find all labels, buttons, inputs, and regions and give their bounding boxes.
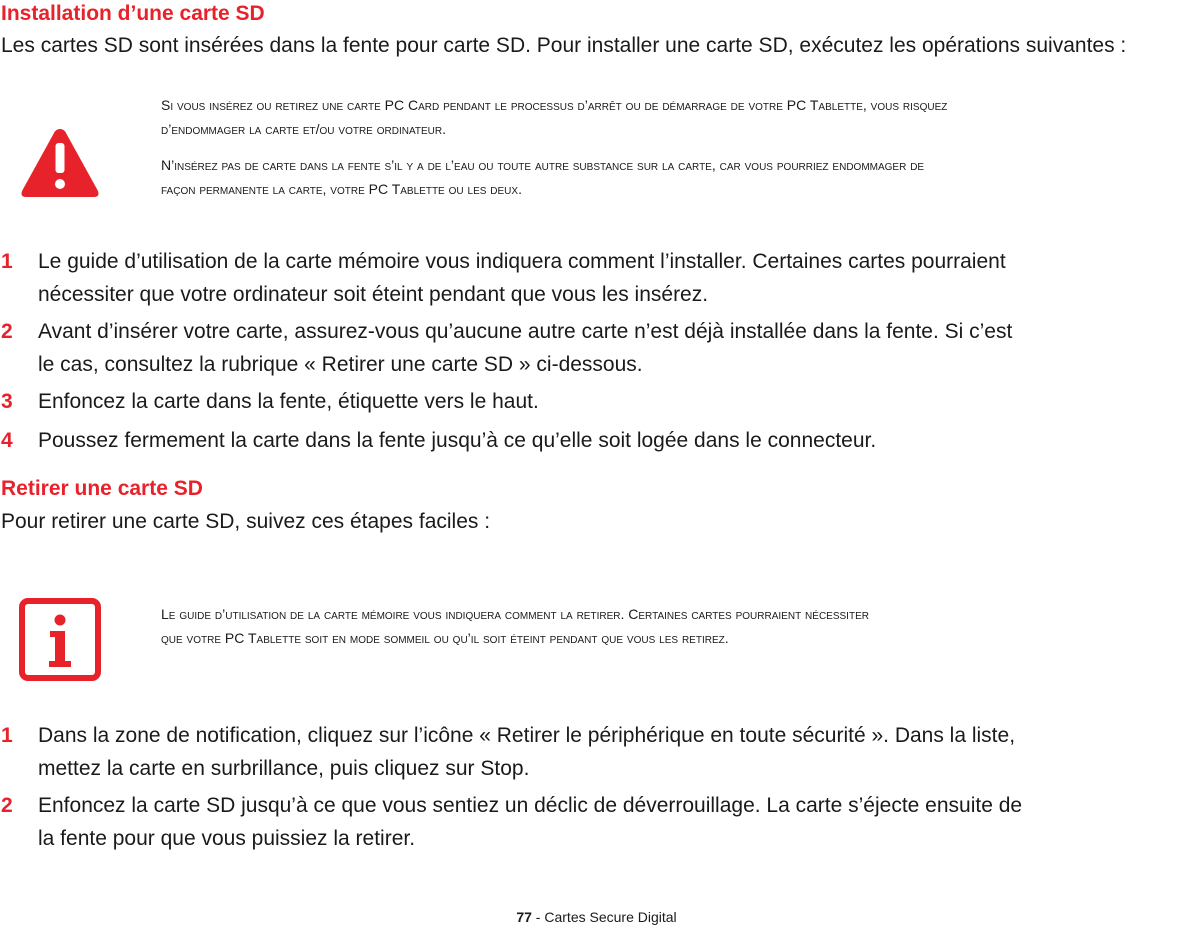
footer-title: Cartes Secure Digital [544, 909, 677, 925]
install-step [1, 424, 1012, 457]
step-number: 1 [1, 250, 13, 273]
warning-line-1: Si vous insérez ou retirez une carte PC Card pendant le processus d’arrêt ou de démarrage de votre PC Tablette, vous risquez [161, 97, 948, 113]
install-step [1, 385, 1012, 418]
info-line-2: que votre PC Tablette soit en mode sommeil ou qu’il soit éteint pendant que vous les retirez. [161, 630, 729, 646]
footer-separator: - [531, 909, 545, 925]
remove-step [1, 789, 1022, 855]
warning-note [161, 96, 947, 198]
step-text-line: Enfoncez la carte SD jusqu’à ce que vous sentiez un déclic de déverrouillage. La carte s’éjecte ensuite de [38, 794, 1023, 817]
info-line-1: Le guide d’utilisation de la carte mémoire vous indiquera comment la retirer. Certaines cartes pourraient nécessiter [161, 606, 869, 622]
install-step [1, 315, 1012, 381]
warning-line-2: d’endommager la carte et/ou votre ordinateur. [161, 121, 446, 137]
step-text-line: mettez la carte en surbrillance, puis cliquez sur Stop. [38, 757, 530, 780]
install-heading: Installation d’une carte SD [1, 2, 265, 25]
page-number: 77 [516, 909, 532, 925]
step-text-line: Le guide d’utilisation de la carte mémoire vous indiquera comment l’installer. Certaines cartes pourraient [38, 250, 1006, 273]
install-intro: Les cartes SD sont insérées dans la fente pour carte SD. Pour installer une carte SD, exécutez les opérations suivantes : [1, 34, 1127, 57]
warning-icon [20, 127, 100, 199]
step-text-line: Avant d’insérer votre carte, assurez-vous qu’aucune autre carte n’est déjà installée dans la fente. Si c’est [38, 320, 1013, 343]
install-steps-list [1, 245, 1012, 457]
remove-steps-list [1, 719, 1022, 855]
step-number: 3 [1, 390, 13, 413]
step-text-line: nécessiter que votre ordinateur soit éteint pendant que vous les insérez. [38, 283, 709, 306]
info-icon [19, 598, 101, 681]
step-number: 2 [1, 320, 13, 343]
step-text-line: Enfoncez la carte dans la fente, étiquette vers le haut. [38, 390, 539, 413]
step-text-line: Poussez fermement la carte dans la fente jusqu’à ce qu’elle soit logée dans le connecteur. [38, 429, 877, 452]
step-number: 4 [1, 429, 13, 452]
page-footer [0, 908, 1193, 926]
step-text-line: la fente pour que vous puissiez la retirer. [38, 827, 416, 850]
install-step [1, 245, 1012, 311]
remove-intro: Pour retirer une carte SD, suivez ces étapes faciles : [1, 510, 491, 533]
warning-line-3: N’insérez pas de carte dans la fente s’il y a de l’eau ou toute autre substance sur la carte, car vous pourriez endommager de [161, 157, 925, 173]
step-number: 2 [1, 794, 13, 817]
warning-line-4: façon permanente la carte, votre PC Tablette ou les deux. [161, 181, 522, 197]
remove-heading: Retirer une carte SD [1, 477, 203, 500]
step-text-line: le cas, consultez la rubrique « Retirer une carte SD » ci-dessous. [38, 353, 643, 376]
remove-step [1, 719, 1022, 785]
info-note [161, 605, 869, 647]
step-text-line: Dans la zone de notification, cliquez sur l’icône « Retirer le périphérique en toute sécurité ». Dans la liste, [38, 724, 1016, 747]
step-number: 1 [1, 724, 13, 747]
